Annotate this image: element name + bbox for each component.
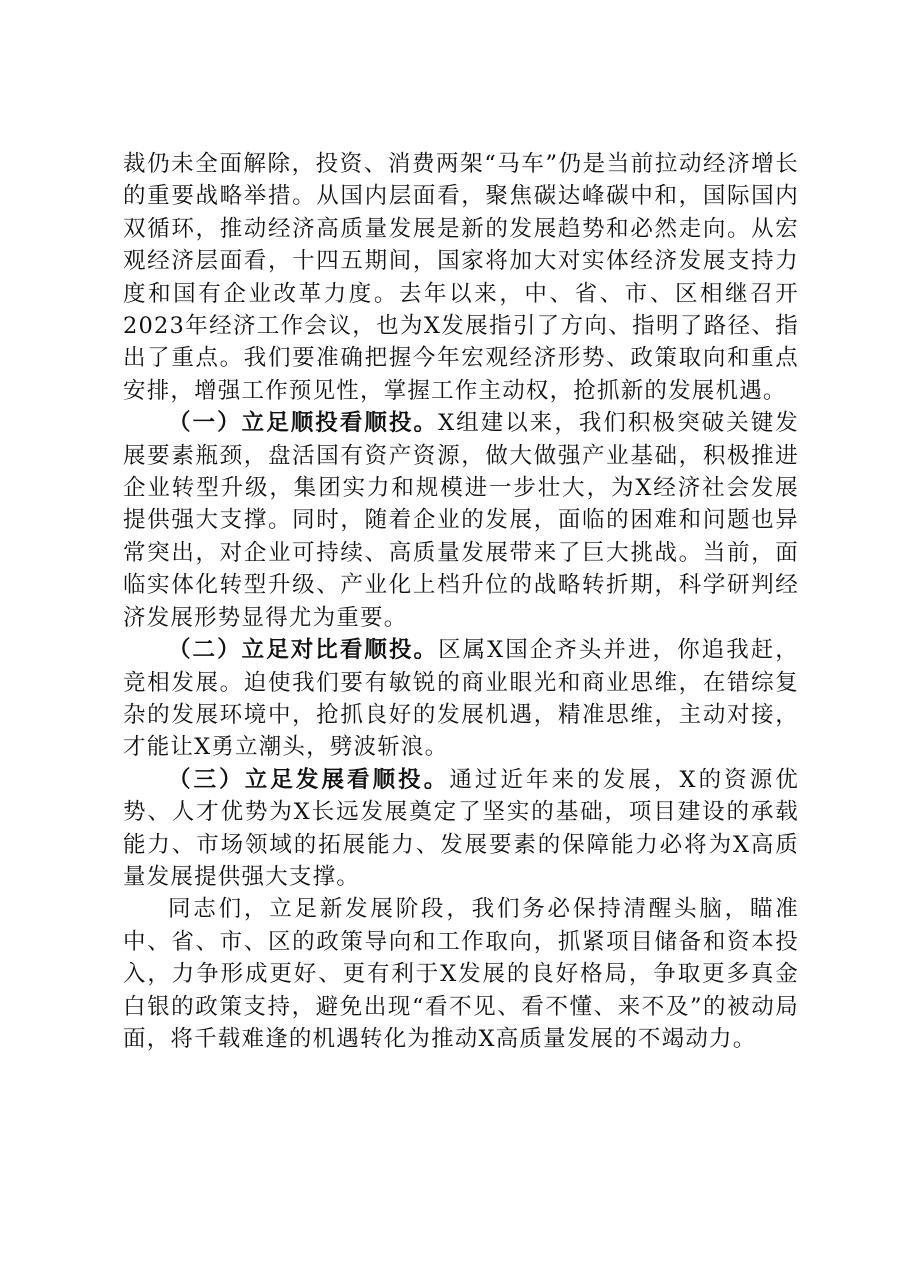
paragraph-continuation [123,148,799,407]
paragraph-section-2 [123,634,799,764]
document-body [123,148,799,1055]
paragraph-text: 同志们，立足新发展阶段，我们务必保持清醒头脑，瞄准中、省、市、区的政策导向和工作取向，抓紧项目储备和资本投入，力争形成更好、更有利于X发展的良好格局，争取更多真金白银的政策支持，避免出现“看不见、看不懂、来不及”的被动局面，将千载难逢的机遇转化为推动X高质量发展的不竭动力。 [123,896,799,1052]
paragraph-closing [123,893,799,1055]
paragraph-text: 通过近年来的发展，X的资源优势、人才优势为X长远发展奠定了坚实的基础，项目建设的承载能力、市场领域的拓展能力、发展要素的保障能力必将为X高质量发展提供强大支撑。 [123,766,799,890]
paragraph-section-1 [123,407,799,634]
section-heading-2: （二）立足对比看顺投。 [168,637,439,664]
paragraph-text: 裁仍未全面解除，投资、消费两架“马车”仍是当前拉动经济增长的重要战略举措。从国内层面看，聚焦碳达峰碳中和，国际国内双循环，推动经济高质量发展是新的发展趋势和必然走向。从宏观经济层面看，十四五期间，国家将加大对实体经济发展支持力度和国有企业改革力度。去年以来，中、省、市、区相继召开2023年经济工作会议，也为X发展指引了方向、指明了路径、指出了重点。我们要准确把握今年宏观经济形势、政策取向和重点安排，增强工作预见性，掌握工作主动权，抢抓新的发展机遇。 [123,151,799,404]
paragraph-section-3 [123,764,799,894]
section-heading-1: （一）立足顺投看顺投。 [168,410,439,437]
paragraph-text: 区属X国企齐头并进，你追我赶，竞相发展。迫使我们要有敏锐的商业眼光和商业思维，在错综复杂的发展环境中，抢抓良好的发展机遇，精准思维，主动对接，才能让X勇立潮头，劈波斩浪。 [123,637,799,761]
section-heading-3: （三）立足发展看顺投。 [168,766,450,793]
paragraph-text: X组建以来，我们积极突破关键发展要素瓶颈，盘活国有资产资源，做大做强产业基础，积极推进企业转型升级，集团实力和规模进一步壮大，为X经济社会发展提供强大支撑。同时，随着企业的发展，面临的困难和问题也异常突出，对企业可持续、高质量发展带来了巨大挑战。当前，面临实体化转型升级、产业化上档升位的战略转折期，科学研判经济发展形势显得尤为重要。 [123,410,799,631]
